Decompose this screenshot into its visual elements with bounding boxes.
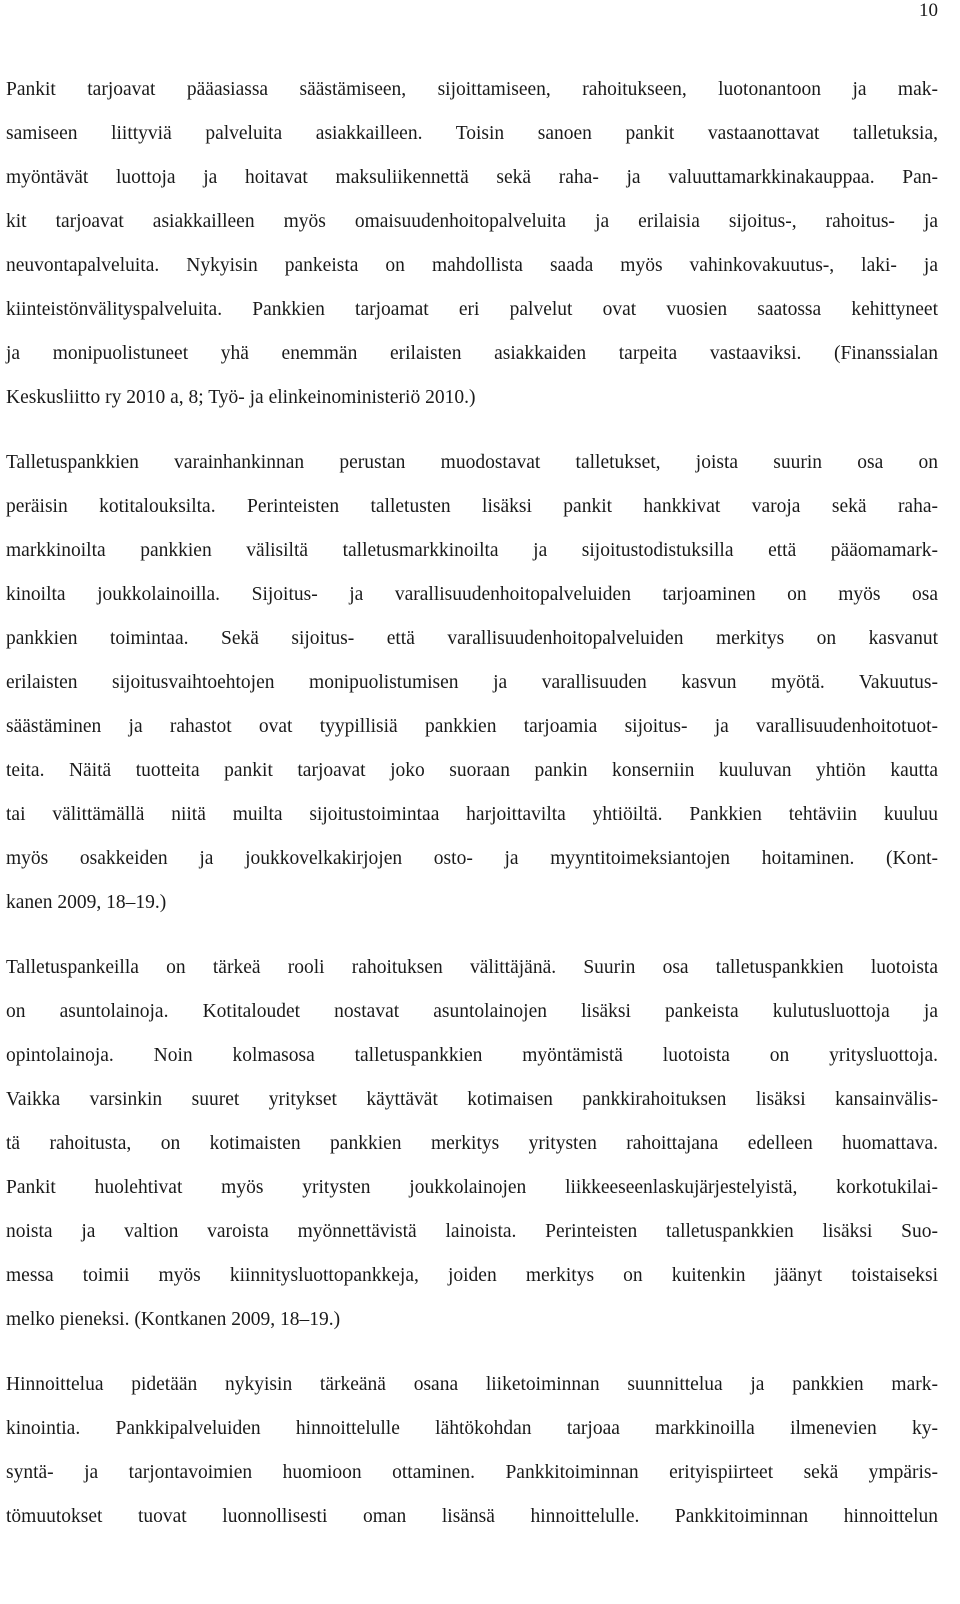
text-line: Keskusliitto ry 2010 a, 8; Työ- ja elinkeinoministeriö 2010.): [6, 387, 476, 408]
text-line: ja monipuolistuneet yhä enemmän erilaisten asiakkaiden tarpeita vastaaviksi. (Finanssialan: [6, 343, 938, 364]
text-line: erilaisten sijoitusvaihtoehtojen monipuolistumisen ja varallisuuden kasvun myötä. Vakuutus-: [6, 672, 938, 693]
paragraph: [6, 1363, 938, 1539]
text-line: teita. Näitä tuotteita pankit tarjoavat joko suoraan pankin konserniin kuuluvan yhtiön kautta: [6, 760, 938, 781]
text-line: kit tarjoavat asiakkailleen myös omaisuudenhoitopalveluita ja erilaisia sijoitus-, rahoitus- ja: [6, 211, 938, 232]
text-line: pankkien toimintaa. Sekä sijoitus- että varallisuudenhoitopalveluiden merkitys on kasvanut: [6, 628, 938, 649]
document-body: [6, 68, 938, 1560]
text-line: markkinoilta pankkien välisiltä talletusmarkkinoilta ja sijoitustodistuksilla että pääomamark-: [6, 540, 938, 561]
text-line: melko pieneksi. (Kontkanen 2009, 18–19.): [6, 1309, 341, 1330]
text-line: tömuutokset tuovat luonnollisesti oman lisänsä hinnoittelulle. Pankkitoiminnan hinnoittelun: [6, 1506, 938, 1527]
text-line: Talletuspankeilla on tärkeä rooli rahoituksen välittäjänä. Suurin osa talletuspankkien luotoista: [6, 957, 938, 978]
text-line: noista ja valtion varoista myönnettävistä lainoista. Perinteisten talletuspankkien lisäksi Suo-: [6, 1221, 938, 1242]
paragraph: [6, 441, 938, 925]
text-line: Pankit tarjoavat pääasiassa säästämiseen, sijoittamiseen, rahoitukseen, luotonantoon ja mak-: [6, 79, 938, 100]
text-line: Hinnoittelua pidetään nykyisin tärkeänä osana liiketoiminnan suunnittelua ja pankkien mark-: [6, 1374, 938, 1395]
text-line: Talletuspankkien varainhankinnan perustan muodostavat talletukset, joista suurin osa on: [6, 452, 938, 473]
paragraph: [6, 68, 938, 420]
paragraph: [6, 946, 938, 1342]
text-line: syntä- ja tarjontavoimien huomioon ottaminen. Pankkitoiminnan erityispiirteet sekä ympäris-: [6, 1462, 938, 1483]
text-line: peräisin kotitalouksilta. Perinteisten talletusten lisäksi pankit hankkivat varoja sekä raha-: [6, 496, 938, 517]
text-line: neuvontapalveluita. Nykyisin pankeista on mahdollista saada myös vahinkovakuutus-, laki- ja: [6, 255, 938, 276]
text-line: tai välittämällä niitä muilta sijoitustoimintaa harjoittavilta yhtiöiltä. Pankkien tehtäviin kuuluu: [6, 804, 938, 825]
text-line: messa toimii myös kiinnitysluottopankkeja, joiden merkitys on kuitenkin jäänyt toistaiseksi: [6, 1265, 938, 1286]
text-line: Pankit huolehtivat myös yritysten joukkolainojen liikkeeseenlaskujärjestelyistä, korkotukilai-: [6, 1177, 938, 1198]
text-line: kinoilta joukkolainoilla. Sijoitus- ja varallisuudenhoitopalveluiden tarjoaminen on myös osa: [6, 584, 938, 605]
text-line: Vaikka varsinkin suuret yritykset käyttävät kotimaisen pankkirahoituksen lisäksi kansainvälis-: [6, 1089, 938, 1110]
text-line: myöntävät luottoja ja hoitavat maksuliikennettä sekä raha- ja valuuttamarkkinakauppaa. Pan-: [6, 167, 938, 188]
text-line: on asuntolainoja. Kotitaloudet nostavat asuntolainojen lisäksi pankeista kulutusluottoja ja: [6, 1001, 938, 1022]
text-line: samiseen liittyviä palveluita asiakkailleen. Toisin sanoen pankit vastaanottavat talletuksia,: [6, 123, 938, 144]
text-line: kiinteistönvälityspalveluita. Pankkien tarjoamat eri palvelut ovat vuosien saatossa kehittyneet: [6, 299, 938, 320]
text-line: kanen 2009, 18–19.): [6, 892, 167, 913]
text-line: opintolainoja. Noin kolmasosa talletuspankkien myöntämistä luotoista on yritysluottoja.: [6, 1045, 938, 1066]
text-line: säästäminen ja rahastot ovat tyypillisiä pankkien tarjoamia sijoitus- ja varallisuudenhoitotuot-: [6, 716, 938, 737]
text-line: myös osakkeiden ja joukkovelkakirjojen osto- ja myyntitoimeksiantojen hoitaminen. (Kont-: [6, 848, 938, 869]
page-number: 10: [919, 0, 938, 21]
text-line: tä rahoitusta, on kotimaisten pankkien merkitys yritysten rahoittajana edelleen huomattava.: [6, 1133, 938, 1154]
text-line: kinointia. Pankkipalveluiden hinnoittelulle lähtökohdan tarjoaa markkinoilla ilmenevien ky-: [6, 1418, 938, 1439]
